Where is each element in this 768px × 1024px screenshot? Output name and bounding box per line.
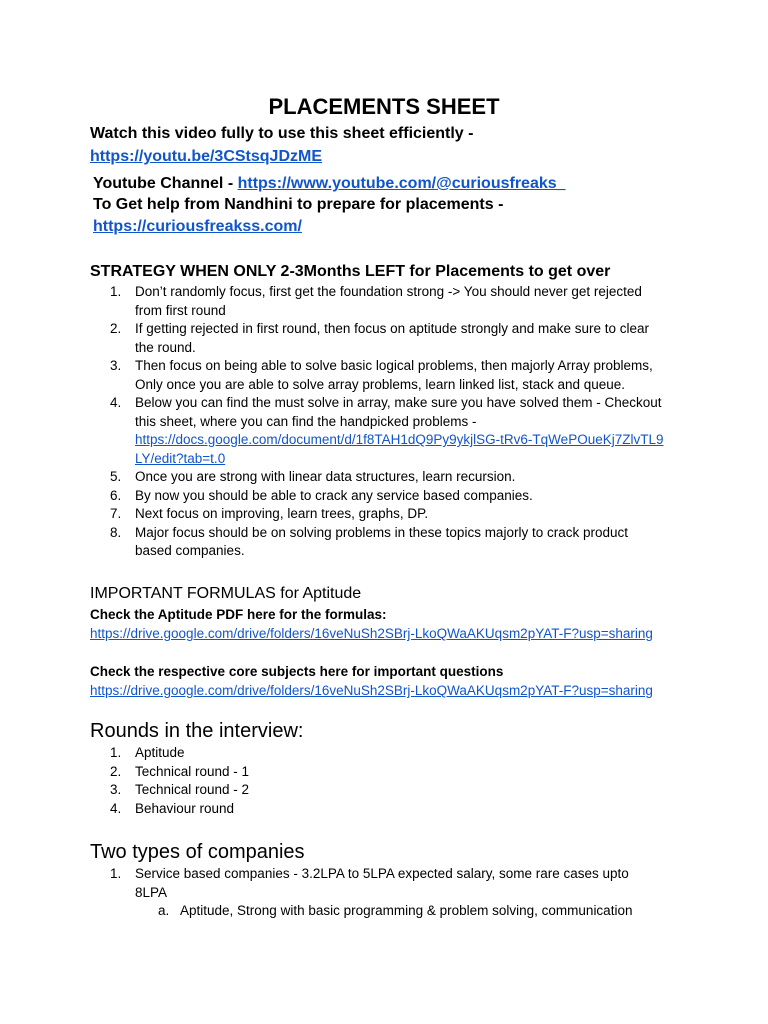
list-item [90, 357, 730, 394]
formulas-heading: IMPORTANT FORMULAS for Aptitude [90, 585, 362, 602]
list-number: 3. [110, 358, 122, 373]
rounds-heading: Rounds in the interview: [90, 720, 304, 742]
list-number: 1. [110, 745, 122, 760]
list-item [90, 781, 730, 800]
list-sub-item [90, 902, 730, 921]
list-item [90, 468, 730, 487]
strategy-heading: STRATEGY WHEN ONLY 2-3Months LEFT for Placements to get over [90, 263, 611, 280]
list-line: Aptitude, Strong with basic programming & problem solving, communication [180, 903, 633, 918]
page-title: PLACEMENTS SHEET [268, 94, 500, 119]
round-technical-1: Technical round - 1 [135, 763, 250, 779]
rounds-list [90, 744, 730, 818]
list-number: 4. [110, 395, 122, 410]
list-line: this sheet, where you can find the handpicked problems - [135, 413, 477, 429]
list-item [90, 505, 730, 524]
list-line: By now you should be able to crack any service based companies. [135, 487, 533, 503]
list-item [90, 394, 730, 468]
list-item [90, 320, 730, 357]
list-item [90, 865, 730, 902]
core-subjects-link[interactable]: https://drive.google.com/drive/folders/16veNuSh2SBrj-LkoQWaAKUqsm2pYAT-F?usp=sharing [90, 683, 653, 698]
handpicked-problems-link-continued[interactable]: LY/edit?tab=t.0 [135, 450, 226, 466]
youtube-channel-link[interactable]: https://www.youtube.com/@curiousfreaks_ [237, 175, 566, 192]
list-item [90, 800, 730, 819]
list-line: Next focus on improving, learn trees, graphs, DP. [135, 506, 429, 521]
list-line: from first round [135, 302, 226, 318]
list-line: Only once you are able to solve array problems, learn linked list, stack and queue. [135, 376, 626, 392]
watch-video-link[interactable]: https://youtu.be/3CStsqJDzME [90, 148, 323, 165]
list-number: 1. [110, 284, 122, 299]
aptitude-pdf-label: Check the Aptitude PDF here for the formulas: [90, 607, 387, 622]
list-number: 2. [110, 763, 122, 779]
aptitude-pdf-link[interactable]: https://drive.google.com/drive/folders/16veNuSh2SBrj-LkoQWaAKUqsm2pYAT-F?usp=sharing [90, 626, 653, 641]
round-behaviour: Behaviour round [135, 800, 235, 816]
youtube-channel-label: Youtube Channel - [93, 175, 238, 192]
strategy-list [90, 283, 730, 561]
list-line: Below you can find the must solve in array, make sure you have solved them - Checkout [135, 395, 662, 410]
list-line: Service based companies - 3.2LPA to 5LPA expected salary, some rare cases upto [135, 866, 629, 881]
list-line: Don’t randomly focus, first get the foundation strong -> You should never get rejected [135, 284, 642, 299]
list-number: 1. [110, 866, 122, 881]
list-number: 6. [110, 487, 122, 503]
companies-heading: Two types of companies [90, 841, 305, 863]
watch-video-text: Watch this video fully to use this sheet efficiently - [90, 125, 474, 142]
core-subjects-label: Check the respective core subjects here for important questions [90, 664, 504, 679]
list-number: 3. [110, 782, 122, 797]
help-link[interactable]: https://curiousfreakss.com/ [93, 218, 302, 235]
round-aptitude: Aptitude [135, 745, 185, 760]
list-number: 8. [110, 524, 122, 540]
list-number: 2. [110, 321, 122, 336]
list-line: based companies. [135, 543, 245, 558]
list-item [90, 283, 730, 320]
list-item [90, 524, 730, 561]
list-item [90, 744, 730, 763]
companies-list [90, 865, 730, 921]
list-item [90, 763, 730, 782]
list-line: Then focus on being able to solve basic logical problems, then majorly Array problems, [135, 358, 653, 373]
list-number: 4. [110, 800, 122, 816]
round-technical-2: Technical round - 2 [135, 782, 250, 797]
list-line: Major focus should be on solving problems in these topics majorly to crack product [135, 524, 628, 540]
handpicked-problems-link[interactable]: https://docs.google.com/document/d/1f8TAH1dQ9Py9ykjlSG-tRv6-TqWePOueKj7ZlvTL9 [135, 432, 664, 447]
list-item [90, 487, 730, 506]
help-text: To Get help from Nandhini to prepare for placements - [93, 196, 504, 213]
list-line: Once you are strong with linear data structures, learn recursion. [135, 469, 516, 484]
list-line: If getting rejected in first round, then focus on aptitude strongly and make sure to clear [135, 321, 650, 336]
list-number: 7. [110, 506, 122, 521]
youtube-channel-line [93, 173, 566, 194]
list-letter: a. [158, 903, 170, 918]
list-line: the round. [135, 339, 196, 355]
list-line: 8LPA [135, 884, 168, 900]
list-number: 5. [110, 469, 122, 484]
